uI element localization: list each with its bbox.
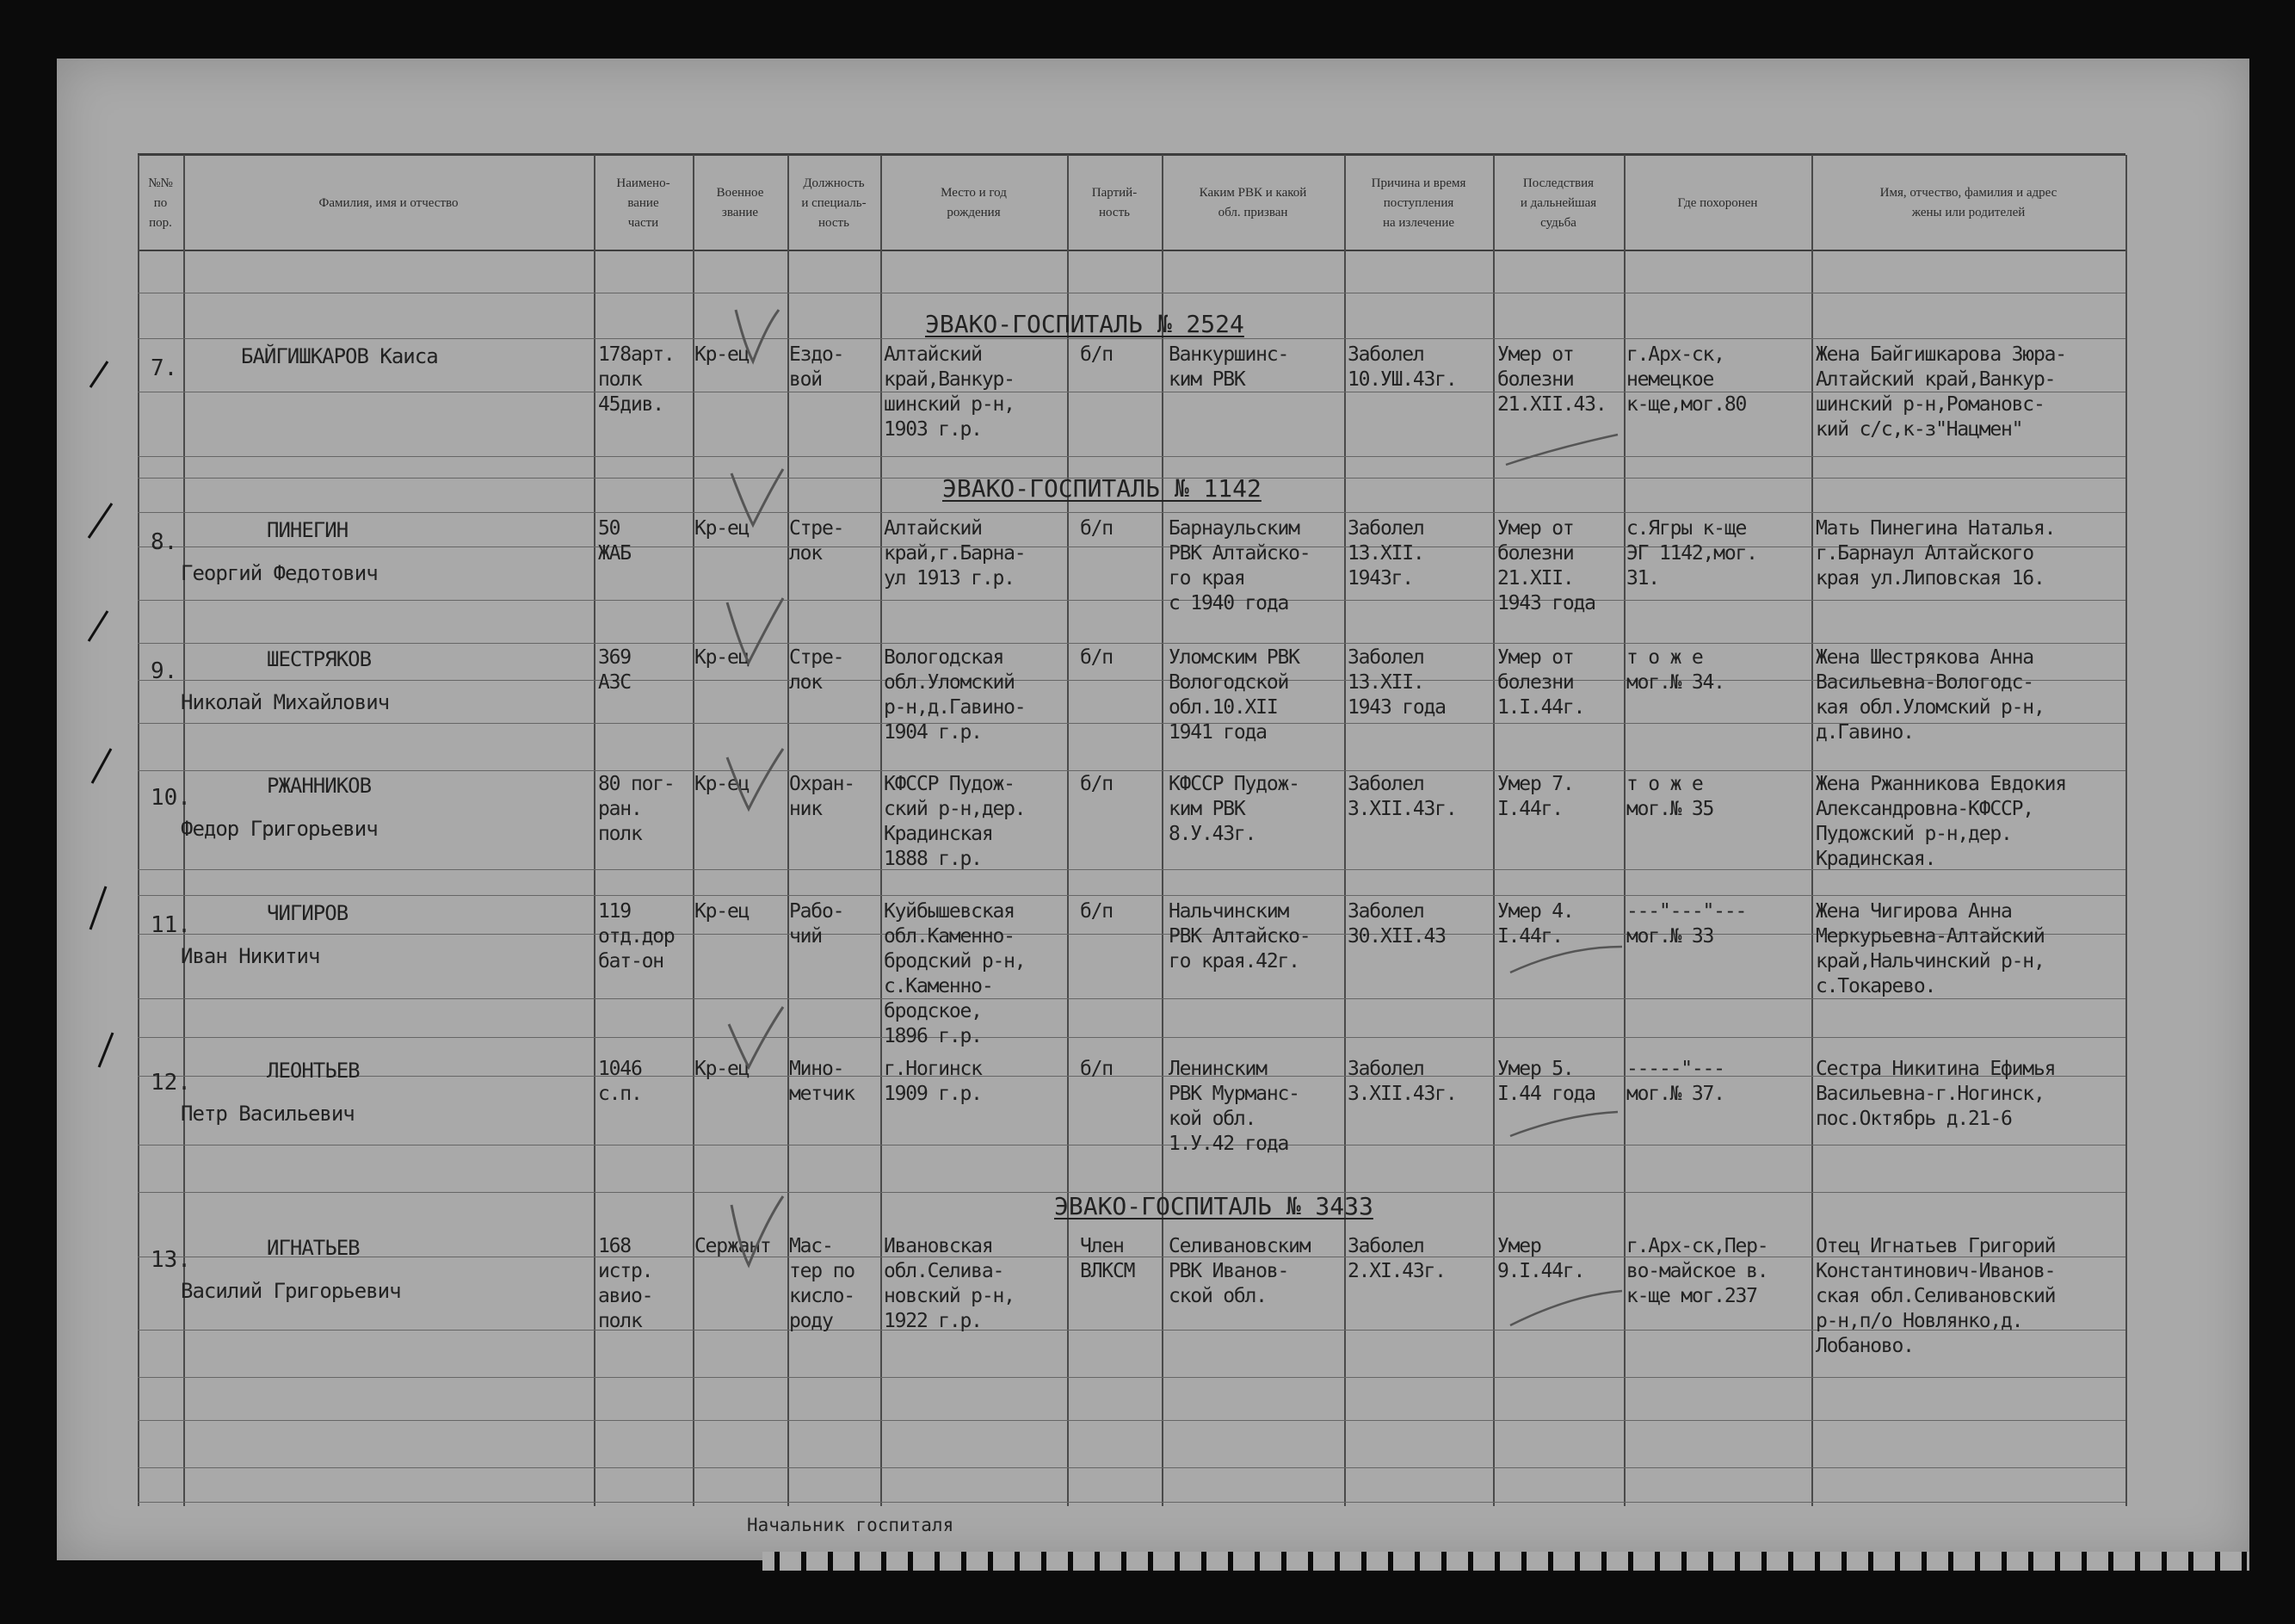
- cell-unit: 369 АЗС: [598, 646, 631, 694]
- cell-cause: Заболел 13.XII. 1943 года: [1348, 646, 1446, 719]
- cell-position: Мас- тер по кисло- роду: [789, 1235, 854, 1332]
- cell-cause: Заболел 3.XII.43г.: [1348, 773, 1457, 820]
- cell-burial: -----"--- мог.№ 37.: [1626, 1058, 1724, 1105]
- cell-fate: Умер 9.I.44г.: [1497, 1235, 1585, 1282]
- given-names: Николай Михайлович: [181, 690, 390, 714]
- footer-signature-label: Начальник госпиталя: [747, 1515, 954, 1535]
- cell-party: б/п: [1080, 1058, 1113, 1080]
- cell-position: Стре- лок: [789, 517, 844, 565]
- cell-fate: Умер 5. I.44 года: [1497, 1058, 1595, 1105]
- section-title: ЭВАКО-ГОСПИТАЛЬ № 3433: [1054, 1192, 1373, 1220]
- given-names: Иван Никитич: [181, 944, 320, 968]
- surname: БАЙГИШКАРОВ Каиса: [241, 344, 438, 368]
- surname: РЖАННИКОВ: [267, 774, 372, 798]
- column-header: Фамилия, имя и отчество: [318, 195, 459, 210]
- column-rule: [1067, 155, 1069, 1506]
- cell-position: Рабо- чий: [789, 900, 844, 948]
- cell-kin: Отец Игнатьев Григорий Константинович-Иванов- ская обл.Селивановский р-н,п/о Новлянко,д. Лобаново.: [1816, 1235, 2056, 1357]
- cell-rank: Сержант: [694, 1235, 771, 1257]
- margin-tick-marks: [73, 344, 133, 1291]
- cell-birth: Алтайский край,Ванкур- шинский р-н, 1903 г.р.: [884, 343, 1015, 441]
- cell-kin: Жена Чигирова Анна Меркурьевна-Алтайский край,Нальчинский р-н, с.Токарево.: [1816, 900, 2045, 997]
- cell-unit: 1046 с.п.: [598, 1058, 642, 1105]
- given-names: Георгий Федотович: [181, 561, 378, 585]
- row-number: 10.: [151, 785, 191, 811]
- cell-birth: Ивановская обл.Селива- новский р-н, 1922 г.р.: [884, 1235, 1015, 1332]
- cell-birth: КФССР Пудож- ский р-н,дер. Крадинская 1888 г.р.: [884, 773, 1026, 870]
- section-title: ЭВАКО-ГОСПИТАЛЬ № 1142: [942, 474, 1262, 503]
- surname: ЛЕОНТЬЕВ: [267, 1059, 360, 1083]
- column-header: Место и год рождения: [941, 186, 1007, 219]
- column-header: Наимено- вание части: [616, 176, 670, 230]
- surname: ЧИГИРОВ: [267, 901, 349, 925]
- cell-position: Ездо- вой: [789, 343, 844, 391]
- cell-rvk: Нальчинским РВК Алтайско- го края.42г.: [1169, 900, 1311, 973]
- cell-rvk: Барнаульским РВК Алтайско- го края с 1940 года: [1169, 517, 1311, 614]
- column-rule: [880, 155, 882, 1506]
- row-number: 12.: [151, 1070, 191, 1096]
- cell-rvk: КФССР Пудож- ким РВК 8.У.43г.: [1169, 773, 1299, 845]
- cell-fate: Умер 7. I.44г.: [1497, 773, 1574, 820]
- column-rule: [1493, 155, 1495, 1506]
- cell-cause: Заболел 13.XII. 1943г.: [1348, 517, 1424, 590]
- cell-party: б/п: [1080, 517, 1113, 540]
- row-rule: [138, 338, 2125, 339]
- header-bottom-rule: [138, 250, 2125, 251]
- cell-party: б/п: [1080, 646, 1113, 669]
- cell-party: Член ВЛКСМ: [1080, 1235, 1135, 1282]
- cell-rvk: Селивановским РВК Иванов- ской обл.: [1169, 1235, 1311, 1307]
- row-rule: [138, 1377, 2125, 1378]
- cell-kin: Мать Пинегина Наталья. г.Барнаул Алтайского края ул.Липовская 16.: [1816, 517, 2056, 590]
- cell-kin: Жена Байгишкарова Зюра- Алтайский край,Ванкур- шинский р-н,Романовс- кий с/с,к-з"Нацмен": [1816, 343, 2066, 441]
- column-header: Должность и специаль- ность: [801, 176, 867, 230]
- column-header: №№ по пор.: [148, 176, 173, 230]
- column-rule: [1162, 155, 1163, 1506]
- surname: ШЕСТРЯКОВ: [267, 647, 372, 671]
- cell-position: Мино- метчик: [789, 1058, 854, 1105]
- cell-cause: Заболел 10.УШ.43г.: [1348, 343, 1457, 391]
- cell-rank: Кр-ец: [694, 773, 750, 795]
- cell-party: б/п: [1080, 343, 1113, 366]
- cell-rank: Кр-ец: [694, 517, 750, 540]
- cell-unit: 178арт. полк 45див.: [598, 343, 675, 416]
- given-names: Петр Васильевич: [181, 1102, 355, 1126]
- cell-kin: Сестра Никитина Ефимья Васильевна-г.Ногинск, пос.Октябрь д.21-6: [1816, 1058, 2056, 1130]
- column-header: Где похоронен: [1677, 195, 1758, 210]
- cell-burial: г.Арх-ск, немецкое к-ще,мог.80: [1626, 343, 1747, 416]
- cell-birth: Вологодская обл.Уломский р-н,д.Гавино- 1904 г.р.: [884, 646, 1026, 744]
- column-rule: [1811, 155, 1813, 1506]
- column-rule: [138, 155, 139, 1506]
- surname: ИГНАТЬЕВ: [267, 1236, 360, 1260]
- row-number: 7.: [151, 355, 178, 381]
- top-rule: [138, 153, 2125, 156]
- row-rule: [138, 600, 2125, 601]
- cell-burial: г.Арх-ск,Пер- во-майское в. к-ще мог.237: [1626, 1235, 1768, 1307]
- cell-party: б/п: [1080, 900, 1113, 923]
- cell-kin: Жена Шестрякова Анна Васильевна-Вологодс- кая обл.Уломский р-н, д.Гавино.: [1816, 646, 2045, 744]
- row-number: 9.: [151, 658, 178, 684]
- cell-burial: с.Ягры к-ще ЭГ 1142,мог. 31.: [1626, 517, 1757, 590]
- row-number: 13.: [151, 1247, 191, 1273]
- cell-rank: Кр-ец: [694, 900, 750, 923]
- cell-unit: 168 истр. авио- полк: [598, 1235, 653, 1332]
- column-rule: [594, 155, 595, 1506]
- cell-fate: Умер от болезни 1.I.44г.: [1497, 646, 1585, 719]
- cell-position: Стре- лок: [789, 646, 844, 694]
- row-rule: [138, 1037, 2125, 1038]
- row-rule: [138, 1420, 2125, 1421]
- cell-party: б/п: [1080, 773, 1113, 795]
- column-rule: [2125, 155, 2127, 1506]
- cell-burial: т о ж е мог.№ 34.: [1626, 646, 1724, 694]
- row-rule: [138, 512, 2125, 513]
- cell-unit: 80 пог- ран. полк: [598, 773, 675, 845]
- cell-rvk: Ленинским РВК Мурманс- кой обл. 1.У.42 года: [1169, 1058, 1299, 1155]
- cell-burial: т о ж е мог.№ 35: [1626, 773, 1714, 820]
- row-rule: [138, 770, 2125, 771]
- cell-fate: Умер от болезни 21.XII.43.: [1497, 343, 1607, 416]
- given-names: Федор Григорьевич: [181, 817, 378, 841]
- row-rule: [138, 1502, 2125, 1503]
- pencil-strokes: [1497, 413, 1635, 1343]
- column-rule: [1344, 155, 1346, 1506]
- row-rule: [138, 1467, 2125, 1468]
- section-title: ЭВАКО-ГОСПИТАЛЬ № 2524: [925, 310, 1244, 338]
- cell-rank: Кр-ец: [694, 1058, 750, 1080]
- column-header: Каким РВК и какой обл. призван: [1199, 186, 1307, 219]
- column-header: Имя, отчество, фамилия и адрес жены или родителей: [1879, 186, 2057, 219]
- cell-birth: Алтайский край,г.Барна- ул 1913 г.р.: [884, 517, 1026, 590]
- column-header: Причина и время поступления на излечение: [1371, 176, 1466, 230]
- row-rule: [138, 895, 2125, 896]
- cell-birth: Куйбышевская обл.Каменно- бродский р-н, с.Каменно- бродское, 1896 г.р.: [884, 900, 1026, 1047]
- cell-birth: г.Ногинск 1909 г.р.: [884, 1058, 982, 1105]
- cell-burial: ---"---"--- мог.№ 33: [1626, 900, 1747, 948]
- given-names: Василий Григорьевич: [181, 1279, 401, 1303]
- cell-rank: Кр-ец: [694, 646, 750, 669]
- cell-fate: Умер от болезни 21.XII. 1943 года: [1497, 517, 1595, 614]
- cell-position: Охран- ник: [789, 773, 854, 820]
- row-rule: [138, 643, 2125, 644]
- row-rule: [138, 456, 2125, 457]
- cell-unit: 119 отд.дор бат-он: [598, 900, 675, 973]
- cell-cause: Заболел 2.XI.43г.: [1348, 1235, 1446, 1282]
- cell-cause: Заболел 3.XII.43г.: [1348, 1058, 1457, 1105]
- cell-unit: 50 ЖАБ: [598, 517, 631, 565]
- cell-kin: Жена Ржанникова Евдокия Александровна-КФССР, Пудожский р-н,дер. Крадинская.: [1816, 773, 2066, 870]
- surname: ПИНЕГИН: [267, 518, 349, 542]
- column-header: Партий- ность: [1091, 186, 1138, 219]
- cell-rank: Кр-ец: [694, 343, 750, 366]
- row-number: 8.: [151, 529, 178, 555]
- column-header: Последствия и дальнейшая судьба: [1520, 176, 1597, 230]
- cell-rvk: Уломским РВК Вологодской обл.10.XII 1941 года: [1169, 646, 1299, 744]
- cell-fate: Умер 4. I.44г.: [1497, 900, 1574, 948]
- cell-rvk: Ванкуршинс- ким РВК: [1169, 343, 1289, 391]
- cell-cause: Заболел 30.XII.43: [1348, 900, 1446, 948]
- check-marks: [719, 293, 822, 1325]
- row-number: 11.: [151, 912, 191, 938]
- column-header: Военное звание: [716, 186, 764, 219]
